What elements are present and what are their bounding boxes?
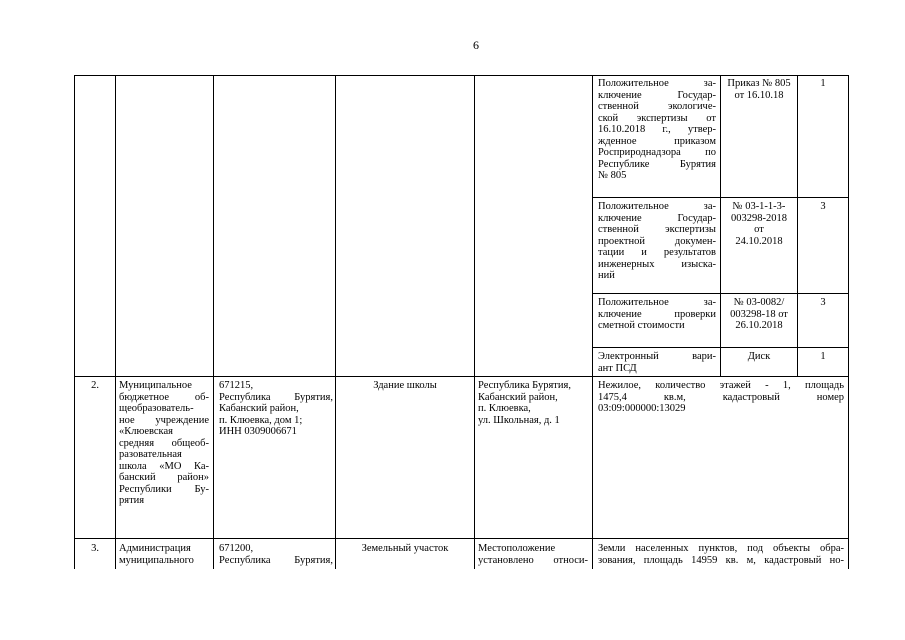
object-name: Земельный участок bbox=[361, 543, 449, 554]
row-divider bbox=[592, 347, 849, 348]
document-name-1: Положительное за- ключение Государ- ственной экологиче- ской экспертизы от 16.10.2018 г., утвер- жденное приказом Росприроднадзора по Республике Бурятия № 805 bbox=[598, 78, 716, 181]
row-divider bbox=[592, 293, 849, 294]
document-name-4: Электронный вари- ант ПСД bbox=[598, 351, 716, 374]
organization-name: Администрация муниципального bbox=[119, 543, 194, 566]
document-qty-1: 1 bbox=[820, 78, 826, 89]
document-qty-2: 3 bbox=[820, 201, 826, 212]
row-divider bbox=[74, 376, 849, 377]
col-divider bbox=[115, 75, 116, 569]
organization-address: 671200, Республика Бурятия, bbox=[219, 543, 333, 566]
object-name: Здание школы bbox=[373, 380, 437, 391]
page-number: 6 bbox=[473, 38, 479, 52]
object-location: Республика Бурятия, Кабанский район, п. Клюевка, ул. Школьная, д. 1 bbox=[478, 380, 571, 426]
document-name-3: Положительное за- ключение проверки сметной стоимости bbox=[598, 297, 716, 331]
organization-name: Муниципальное бюджетное об- щеобразователь- ное учреждение «Клюевская средняя общеоб- разовательная школа «МО Ка- банский район» Республики Бу- рятия bbox=[119, 380, 209, 506]
document-details-3: № 03-0082/ 003298-18 от 26.10.2018 bbox=[730, 297, 788, 331]
object-description: Нежилое, количество этажей - 1, площадь 1475,4 кв.м, кадастровый номер 03:09:000000:13029 bbox=[598, 380, 844, 414]
document-qty-4: 1 bbox=[820, 351, 826, 362]
row-divider bbox=[74, 538, 849, 539]
document-qty-3: 3 bbox=[820, 297, 826, 308]
col-divider bbox=[592, 75, 593, 569]
object-description: Земли населенных пунктов, под объекты обра- зования, площадь 14959 кв. м, кадастровый но- bbox=[598, 543, 844, 566]
document-details-4: Диск bbox=[747, 351, 771, 362]
col-divider bbox=[797, 75, 798, 376]
table-border-left bbox=[74, 75, 75, 569]
object-location: Местоположение установлено относи- bbox=[478, 543, 588, 566]
row-number: 2. bbox=[91, 380, 99, 391]
col-divider bbox=[474, 75, 475, 569]
table-border-top bbox=[74, 75, 849, 76]
organization-address: 671215, Республика Бурятия, Кабанский район, п. Клюевка, дом 1; ИНН 0309006671 bbox=[219, 380, 333, 437]
col-divider bbox=[213, 75, 214, 569]
col-divider bbox=[335, 75, 336, 569]
table-border-right bbox=[848, 75, 849, 569]
document-details-2: № 03-1-1-3- 003298-2018 от 24.10.2018 bbox=[731, 201, 787, 247]
row-divider bbox=[592, 197, 849, 198]
row-number: 3. bbox=[91, 543, 99, 554]
document-details-1: Приказ № 805 от 16.10.18 bbox=[727, 78, 791, 101]
property-table bbox=[74, 75, 849, 569]
document-name-2: Положительное за- ключение Государ- ственной экспертизы проектной докумен- тации и результатов инженерных изыска- ний bbox=[598, 201, 716, 281]
